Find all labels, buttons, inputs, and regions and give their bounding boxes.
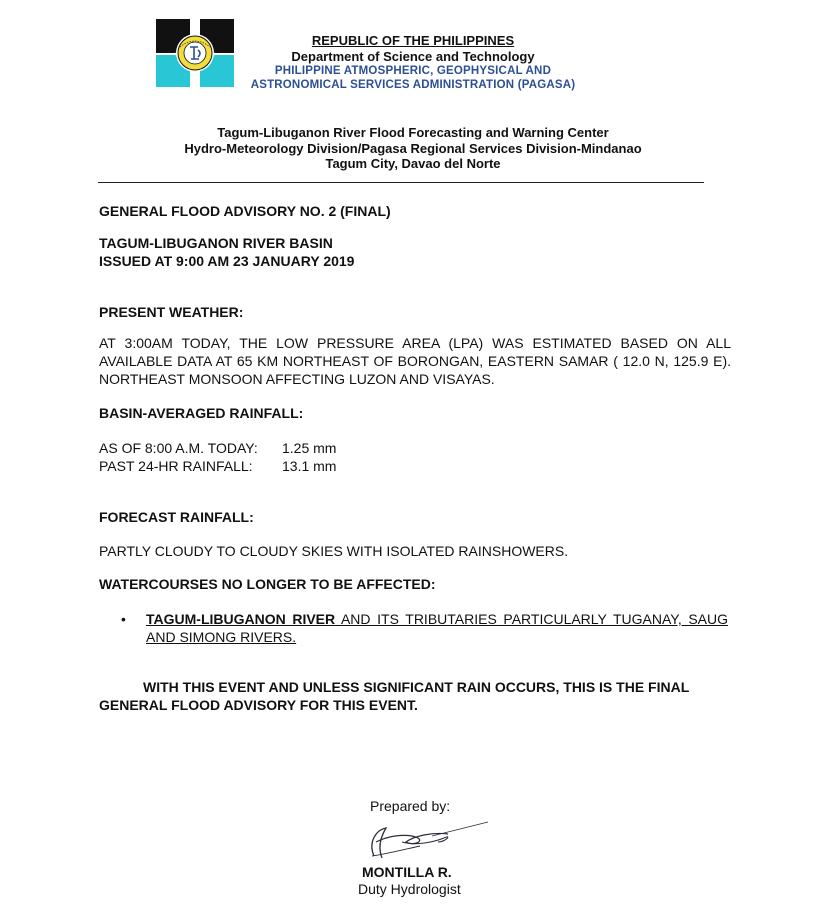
- preparer-title: Duty Hydrologist: [358, 881, 461, 897]
- department-heading: Department of Science and Technology: [291, 49, 535, 64]
- watercourses-heading: WATERCOURSES NO LONGER TO BE AFFECTED:: [99, 576, 436, 592]
- rainfall-value: 13.1 mm: [282, 458, 337, 474]
- center-location: Tagum City, Davao del Norte: [325, 156, 501, 171]
- basin-name: TAGUM-LIBUGANON RIVER BASIN: [99, 235, 333, 251]
- preparer-name: MONTILLA R.: [362, 864, 452, 880]
- advisory-title: GENERAL FLOOD ADVISORY NO. 2 (FINAL): [99, 203, 391, 219]
- forecast-rainfall-text: PARTLY CLOUDY TO CLOUDY SKIES WITH ISOLATED RAINSHOWERS.: [99, 543, 569, 559]
- agency-name-line-2: ASTRONOMICAL SERVICES ADMINISTRATION (PAGASA): [250, 79, 576, 91]
- rainfall-label: AS OF 8:00 A.M. TODAY:: [99, 440, 258, 456]
- rainfall-label: PAST 24-HR RAINFALL:: [99, 458, 253, 474]
- center-name: Tagum-Libuganon River Flood Forecasting and Warning Center: [217, 125, 609, 140]
- prepared-by-label: Prepared by:: [370, 798, 451, 814]
- rainfall-row: [99, 439, 336, 457]
- final-note: [99, 678, 731, 714]
- river-name: TAGUM-LIBUGANON RIVER: [146, 611, 336, 627]
- header-divider: [98, 182, 704, 183]
- rainfall-value: 1.25 mm: [282, 440, 337, 456]
- signature-icon: [362, 812, 492, 864]
- watercourse-list-item: [146, 610, 728, 646]
- final-note-line-2: GENERAL FLOOD ADVISORY FOR THIS EVENT.: [99, 697, 418, 713]
- basin-rainfall-heading: BASIN-AVERAGED RAINFALL:: [99, 405, 304, 421]
- division-name: Hydro-Meteorology Division/Pagasa Regional Services Division-Mindanao: [184, 141, 642, 156]
- dost-logo-icon: [154, 17, 236, 89]
- republic-heading: REPUBLIC OF THE PHILIPPINES: [311, 33, 515, 48]
- forecast-rainfall-heading: FORECAST RAINFALL:: [99, 509, 254, 525]
- agency-name-line-1: PHILIPPINE ATMOSPHERIC, GEOPHYSICAL AND: [274, 65, 552, 77]
- present-weather-heading: PRESENT WEATHER:: [99, 304, 244, 320]
- issued-timestamp: ISSUED AT 9:00 AM 23 JANUARY 2019: [99, 253, 355, 269]
- present-weather-text: AT 3:00AM TODAY, THE LOW PRESSURE AREA (LPA) WAS ESTIMATED BASED ON ALL AVAILABLE DATA AT 65 KM NORTHEAST OF BORONGAN, EASTERN SAMAR ( 12.0 N, 125.9 E). NORTHEAST MONSOON AFFECTING LUZON AND VISAYAS.: [99, 335, 731, 387]
- rainfall-row: [99, 457, 336, 475]
- tributaries-text: AND ITS TRIBUTARIES PARTICULARLY TUGANAY, SAUG AND SIMONG RIVERS.: [146, 611, 728, 645]
- final-note-line-1: WITH THIS EVENT AND UNLESS SIGNIFICANT RAIN OCCURS, THIS IS THE FINAL: [143, 679, 690, 695]
- bullet-icon: •: [121, 611, 126, 627]
